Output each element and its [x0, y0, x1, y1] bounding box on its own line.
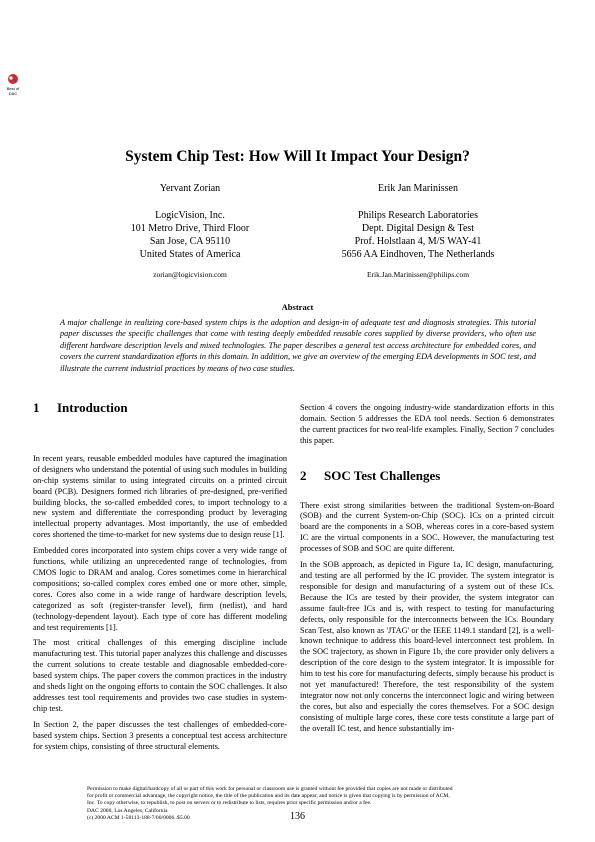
author-email: zorian@logicvision.com	[153, 270, 227, 279]
author-affiliation-line: San Jose, CA 95110	[149, 236, 231, 247]
page-number: 136	[290, 811, 305, 822]
footnote-line: Inc. To copy otherwise, to republish, to post on servers or to redistribute to lists, requires prior specific permission and/or a fee.	[87, 800, 372, 807]
author-name: Erik Jan Marinissen	[378, 183, 458, 194]
best-of-dac-emblem	[2, 72, 24, 98]
author-affiliation-line: Prof. Holstlaan 4, M/S WAY-41	[354, 236, 482, 247]
best-of-dac-logo	[2, 72, 24, 98]
svg-text:Best of: Best of	[6, 86, 20, 91]
author-block-2	[298, 182, 538, 281]
section-number: 2	[300, 467, 307, 483]
author-block-1	[70, 182, 310, 281]
abstract-text: A major challenge in realizing core-based system chips is the adoption and design-in of adequate test and diagnosis strategies. This tutorial paper discusses the specific challenges that come with testing deeply embedded reusable cores supplied by diverse providers, who often use different hardware description levels and mixed technologies. The paper describes a general test access architecture for embedded cores, and covers the current standardization efforts in this domain. In addition, we give an overview of the emerging EDA developments in SOC test, and illustrate the current industrial practices by means of two case studies.	[60, 318, 536, 373]
paragraph: There exist strong similarities between the traditional System-on-Board (SOB) and the current System-on-Chip (SOC). ICs on a printed circuit board are the components in a SOB, whereas cores in a core-based system IC are the virtual components in a SOC. However, the manufacturing test processes of SOB and SOC are quite different.	[300, 500, 554, 554]
author-affiliation-line: United States of America	[139, 249, 241, 260]
paragraph: The most critical challenges of this emerging discipline include manufacturing test. This tutorial paper analyzes this challenge and discusses the current solutions to create testable and diagnosable embedded-core-based system chips. The paper covers the common practices in the industry and sheds light on the ongoing efforts to contain the SOC challenges. It also addresses test tool requirements and provides two case studies in system-chip test.	[33, 638, 287, 713]
footnote-line: DAC 2000, Los Angeles, California	[87, 807, 168, 814]
svg-text:DAC: DAC	[8, 91, 18, 96]
paragraph: In recent years, reusable embedded modules have captured the imagination of designers who understand the potential of using such modules in building on-chip systems similar to using integrated circuits on a printed circuit board (PCB). Designers formed rich libraries of pre-designed, pre-verified building blocks, the so-called embedded cores, to import technology to a new system and differentiate the corresponding product by leveraging intellectual property advantages. Most importantly, the use of embedded cores shortened the time-to-market for new systems due to design reuse [1].	[33, 453, 287, 540]
paragraph: In Section 2, the paper discusses the test challenges of embedded-core-based system chips. Section 3 presents a conceptual test access architecture for system chips, consisting of three structural elements.	[33, 719, 287, 751]
author-affiliation-line: LogicVision, Inc.	[155, 210, 225, 221]
right-column	[300, 403, 554, 740]
section-title: SOC Test Challenges	[324, 467, 441, 483]
section-heading-introduction	[33, 400, 287, 415]
paragraph: In the SOB approach, as depicted in Figure 1a, IC design, manufacturing, and testing are all performed by the IC provider. The system integrator is responsible for design and manufacturing of a system out of these ICs. Because the ICs are tested by their provider, the system integrator can assume fault-free ICs and is, with respect to testing for manufacturing defects, only responsible for the interconnects between the ICs. Boundary Scan Test, also known as 'JTAG' or the IEEE 1149.1 standard [2], is a well-known technique to address this board-level interconnect test problem. In the SOC trajectory, as shown in Figure 1b, the core provider only delivers a description of the core design to the system integrator. It is impossible for him to test his core for manufacturing defects, simply because his product is not yet manufactured! Therefore, the test responsibility of the system integrator now not only concerns the interconnect logic and wiring between the cores, but also and especially the cores themselves. For a SOC design consisting of multiple large cores, these core tests constitute a large part of the overall IC test, and hence substantially im-	[300, 560, 554, 733]
author-affiliation-line: 101 Metro Drive, Third Floor	[130, 223, 250, 234]
footnote-line: for profit or commercial advantage, the copyright notice, the title of the publication and its date appear, and notice is given that copying is by permission of ACM,	[87, 793, 450, 800]
paragraph: Section 4 covers the ongoing industry-wide standardization efforts in this domain. Section 5 addresses the EDA tool needs. Section 6 demonstrates the current practices for two real-life examples. Finally, Section 7 concludes this paper.	[300, 403, 554, 445]
author-email: Erik.Jan.Marinissen@philips.com	[366, 270, 470, 279]
author-affiliation-line: Philips Research Laboratories	[358, 210, 478, 221]
author-affiliation-line: Dept. Digital Design & Test	[361, 223, 475, 234]
footnote-line: Permission to make digital/hardcopy of all or part of this work for personal or classroom use is granted without fee provided that copies are not made or distributed	[87, 786, 453, 792]
section-heading-soc-test-challenges	[300, 467, 554, 483]
paper-title: System Chip Test: How Will It Impact Your Design?	[125, 148, 470, 165]
abstract-heading: Abstract	[281, 302, 314, 312]
author-affiliation-line: 5656 AA Eindhoven, The Netherlands	[341, 249, 495, 260]
section-number: 1	[33, 400, 40, 415]
author-name: Yervant Zorian	[159, 183, 221, 194]
left-column	[33, 400, 287, 757]
paragraph: Embedded cores incorporated into system chips cover a very wide range of functions, while utilizing an unprecedented range of technologies, from CMOS logic to DRAM and analog. Cores sometimes come in hierarchical compositions; so-called complex cores embed one or more other, simple, cores. Cores also come in a wide range of hardware description levels, categorized as soft (register-transfer level), firm (netlist), and hard (technology-dependent layout). Each type of core has different modeling and test requirements [1].	[33, 546, 287, 632]
footnote-line: (c) 2000 ACM 1-58113-188-7/00/0006..$5.00	[87, 814, 190, 821]
section-title: Introduction	[57, 400, 128, 415]
